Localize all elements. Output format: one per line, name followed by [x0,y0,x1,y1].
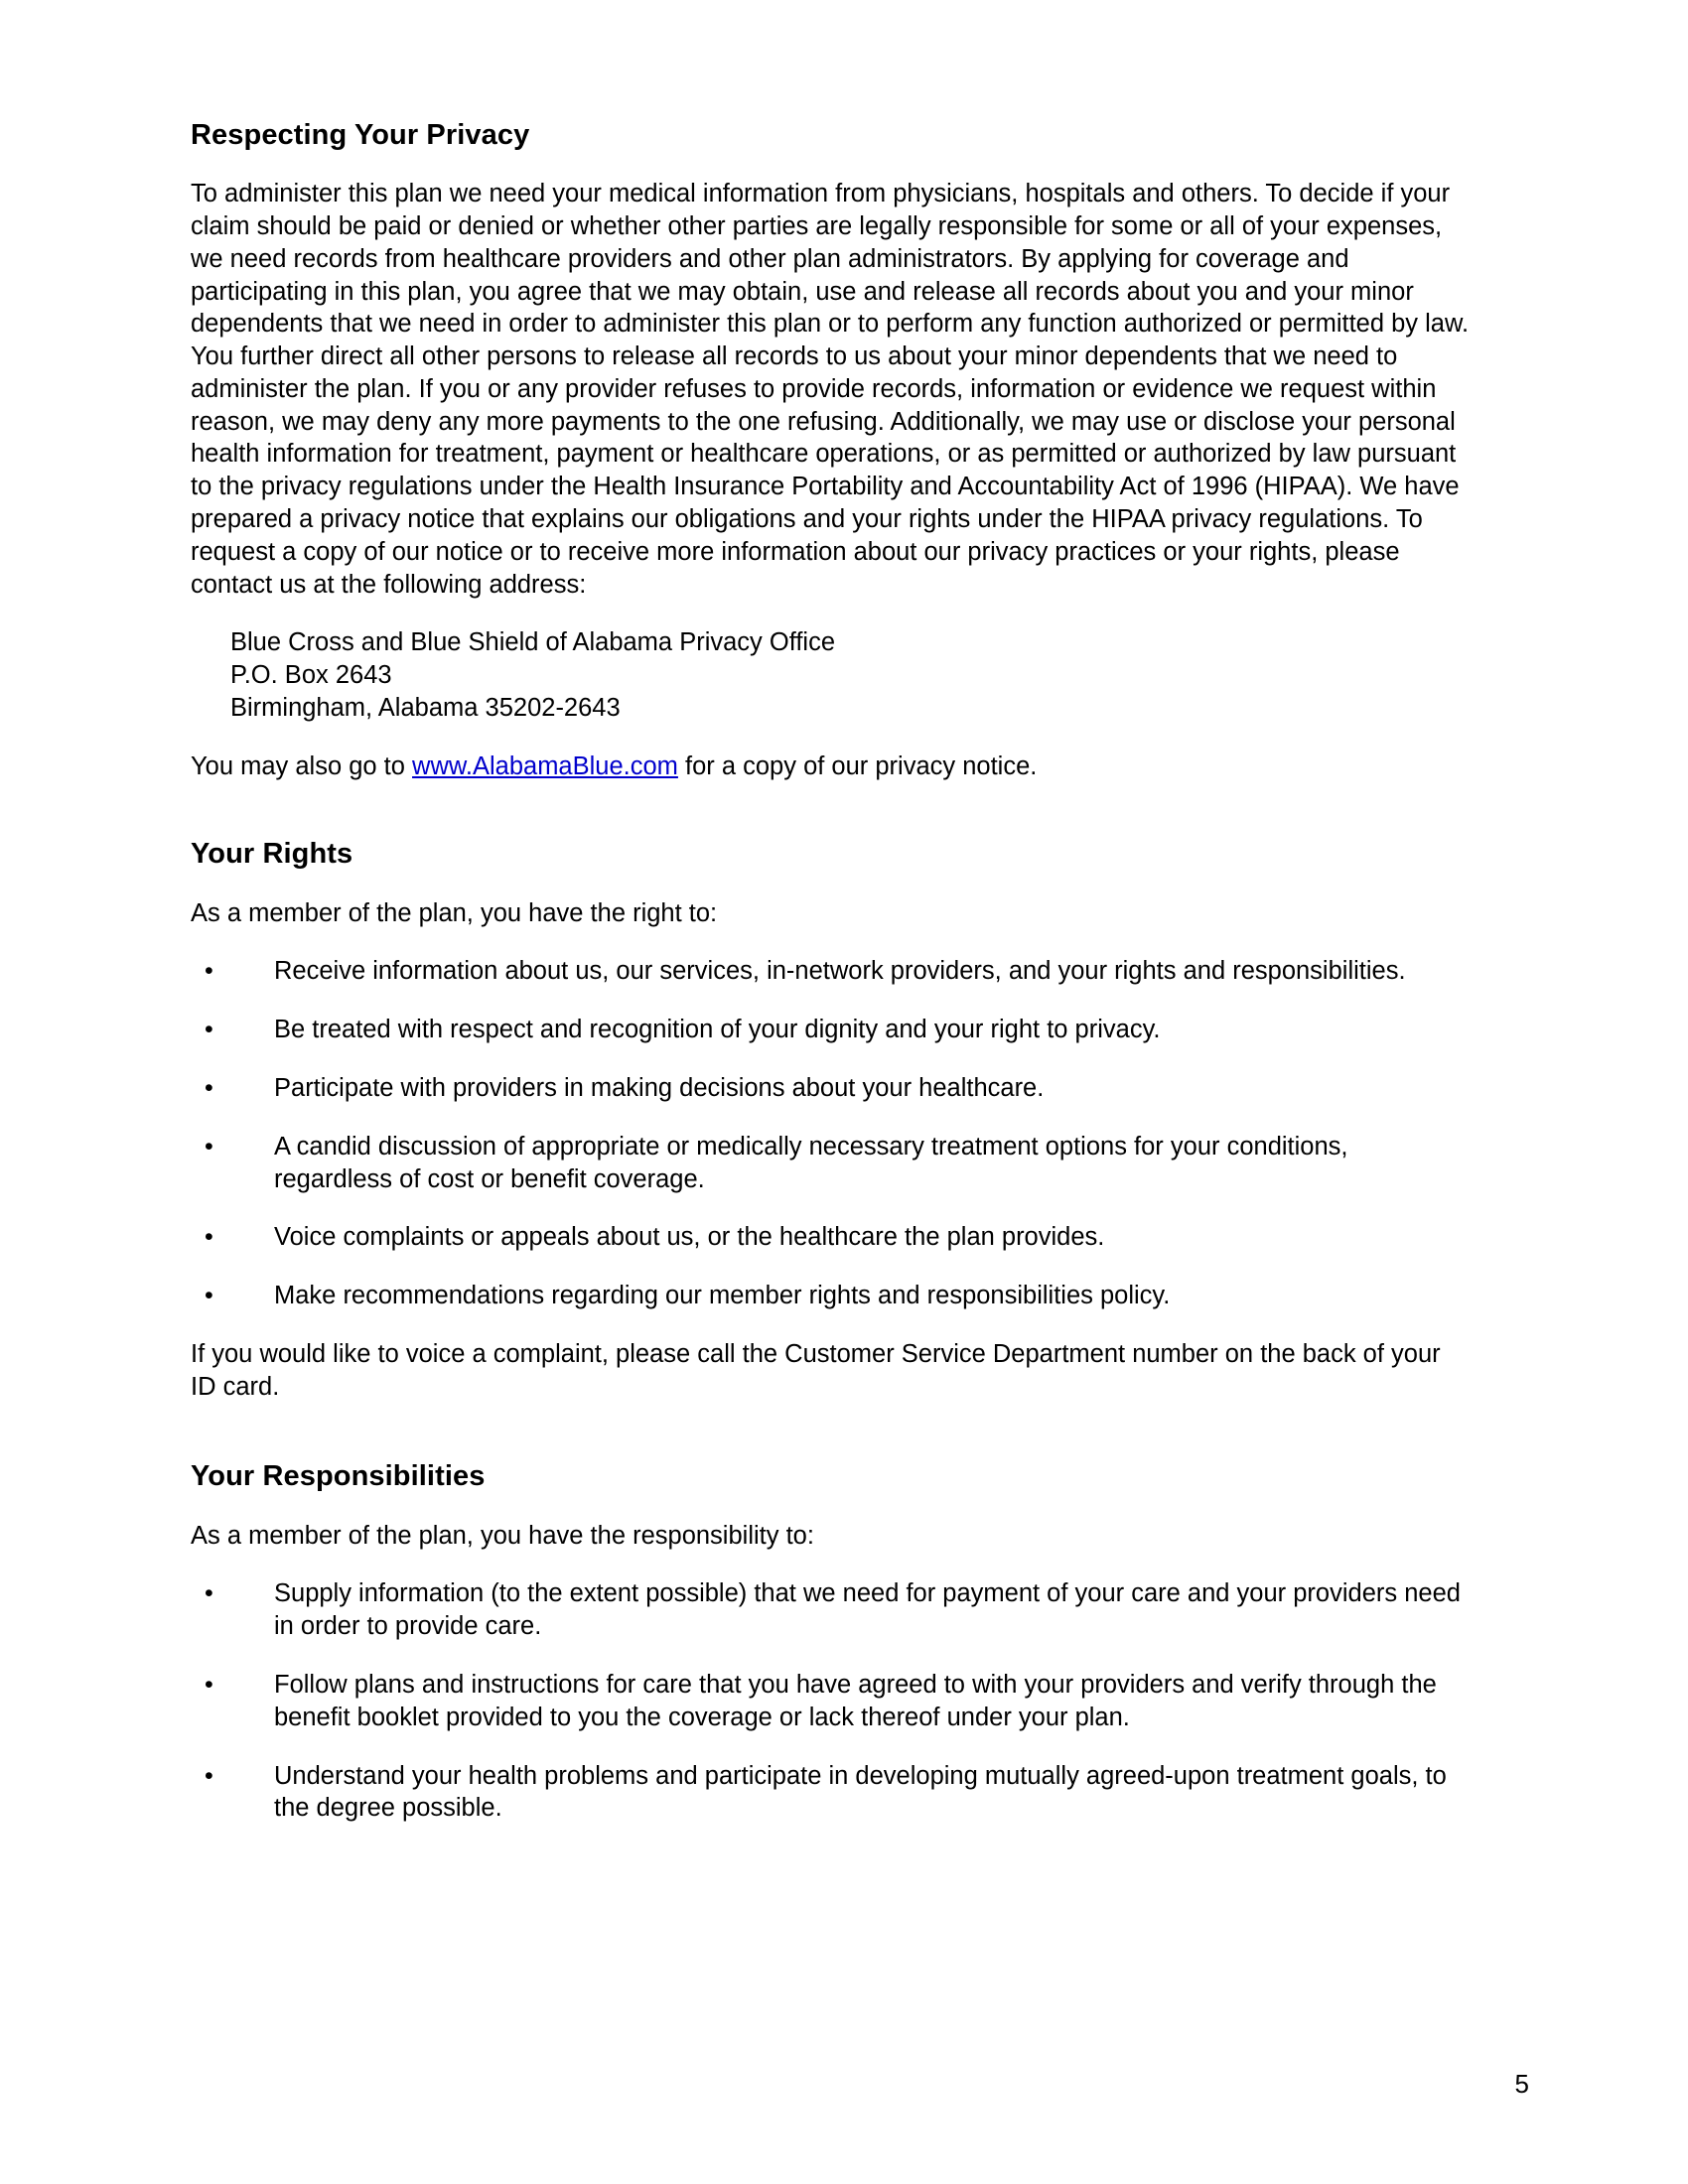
responsibilities-bullet-list [191,1577,1472,1825]
alabamablue-website-link[interactable]: www.AlabamaBlue.com [412,751,678,780]
list-item [191,1014,1472,1046]
list-item-text: Be treated with respect and recognition of your dignity and your right to privacy. [274,1016,1161,1044]
rights-intro-paragraph: As a member of the plan, you have the right to: [191,898,718,927]
list-item-text: Participate with providers in making decisions about your healthcare. [274,1074,1045,1102]
list-item [191,1669,1472,1734]
privacy-office-address [191,626,1472,724]
address-line-city-state-zip: Birmingham, Alabama 35202-2643 [230,693,621,722]
list-item [191,1577,1472,1643]
list-item [191,1072,1472,1105]
list-item [191,955,1472,988]
list-item-text: Receive information about us, our services, in-network providers, and your rights and responsibilities. [274,957,1406,986]
address-line-po-box: P.O. Box 2643 [230,661,392,690]
link-sentence-suffix: for a copy of our privacy notice. [677,751,1038,780]
link-sentence-prefix: You may also go to [191,751,413,780]
list-item-text: Voice complaints or appeals about us, or the healthcare the plan provides. [274,1223,1105,1252]
bullet-icon: • [205,1074,213,1102]
bullet-icon: • [205,1016,213,1044]
bullet-icon: • [205,1671,213,1699]
section-respecting-your-privacy [191,119,1472,782]
bullet-icon: • [205,1579,213,1608]
list-item [191,1221,1472,1254]
list-item-text: A candid discussion of appropriate or medically necessary treatment options for your conditions, regardless of cost or benefit coverage. [274,1132,1348,1193]
bullet-icon: • [205,1132,213,1160]
heading-respecting-your-privacy: Respecting Your Privacy [191,119,530,151]
list-item-text: Supply information (to the extent possible) that we need for payment of your care and your providers need in order to provide care. [274,1579,1461,1641]
responsibilities-intro-paragraph: As a member of the plan, you have the responsibility to: [191,1521,814,1550]
list-item [191,1280,1472,1312]
list-item [191,1760,1472,1826]
section-your-responsibilities [191,1460,1472,1825]
bullet-icon: • [205,957,213,986]
list-item [191,1131,1472,1196]
page-number: 5 [1514,2069,1529,2099]
bullet-icon: • [205,1282,213,1310]
rights-closing-paragraph: If you would like to voice a complaint, please call the Customer Service Department number on the back of your ID card. [191,1339,1441,1401]
bullet-icon: • [205,1223,213,1252]
heading-your-responsibilities: Your Responsibilities [191,1460,486,1493]
privacy-notice-link-sentence [191,751,1472,783]
section-your-rights [191,838,1472,1403]
privacy-body-paragraph: To administer this plan we need your medical information from physicians, hospitals and others. To decide if your claim should be paid or denied or whether other parties are legally responsible for some or all of your expenses, we need records from healthcare providers and other plan administrators. By applying for coverage and participating in this plan, you agree that we may obtain, use and release all records about you and your minor dependents that we need in order to administer this plan or to perform any function authorized or permitted by law. You further direct all other persons to release all records to us about your minor dependents that we need to administer the plan. If you or any provider refuses to provide records, information or evidence we request within reason, we may deny any more payments to the one refusing. Additionally, we may use or disclose your personal health information for treatment, payment or healthcare operations, or as permitted or authorized by law pursuant to the privacy regulations under the Health Insurance Portability and Accountability Act of 1996 (HIPAA). We have prepared a privacy notice that explains our obligations and your rights under the HIPAA privacy regulations. To request a copy of our notice or to receive more information about our privacy practices or your rights, please contact us at the following address: [191,180,1470,599]
address-line-organization: Blue Cross and Blue Shield of Alabama Privacy Office [230,628,836,657]
heading-your-rights: Your Rights [191,838,353,871]
list-item-text: Understand your health problems and participate in developing mutually agreed-upon treatment goals, to the degree possible. [274,1761,1447,1823]
bullet-icon: • [205,1761,213,1790]
list-item-text: Make recommendations regarding our member rights and responsibilities policy. [274,1282,1171,1310]
rights-bullet-list [191,955,1472,1311]
list-item-text: Follow plans and instructions for care that you have agreed to with your providers and verify through the benefit booklet provided to you the coverage or lack thereof under your plan. [274,1671,1437,1731]
document-body [191,119,1472,1825]
